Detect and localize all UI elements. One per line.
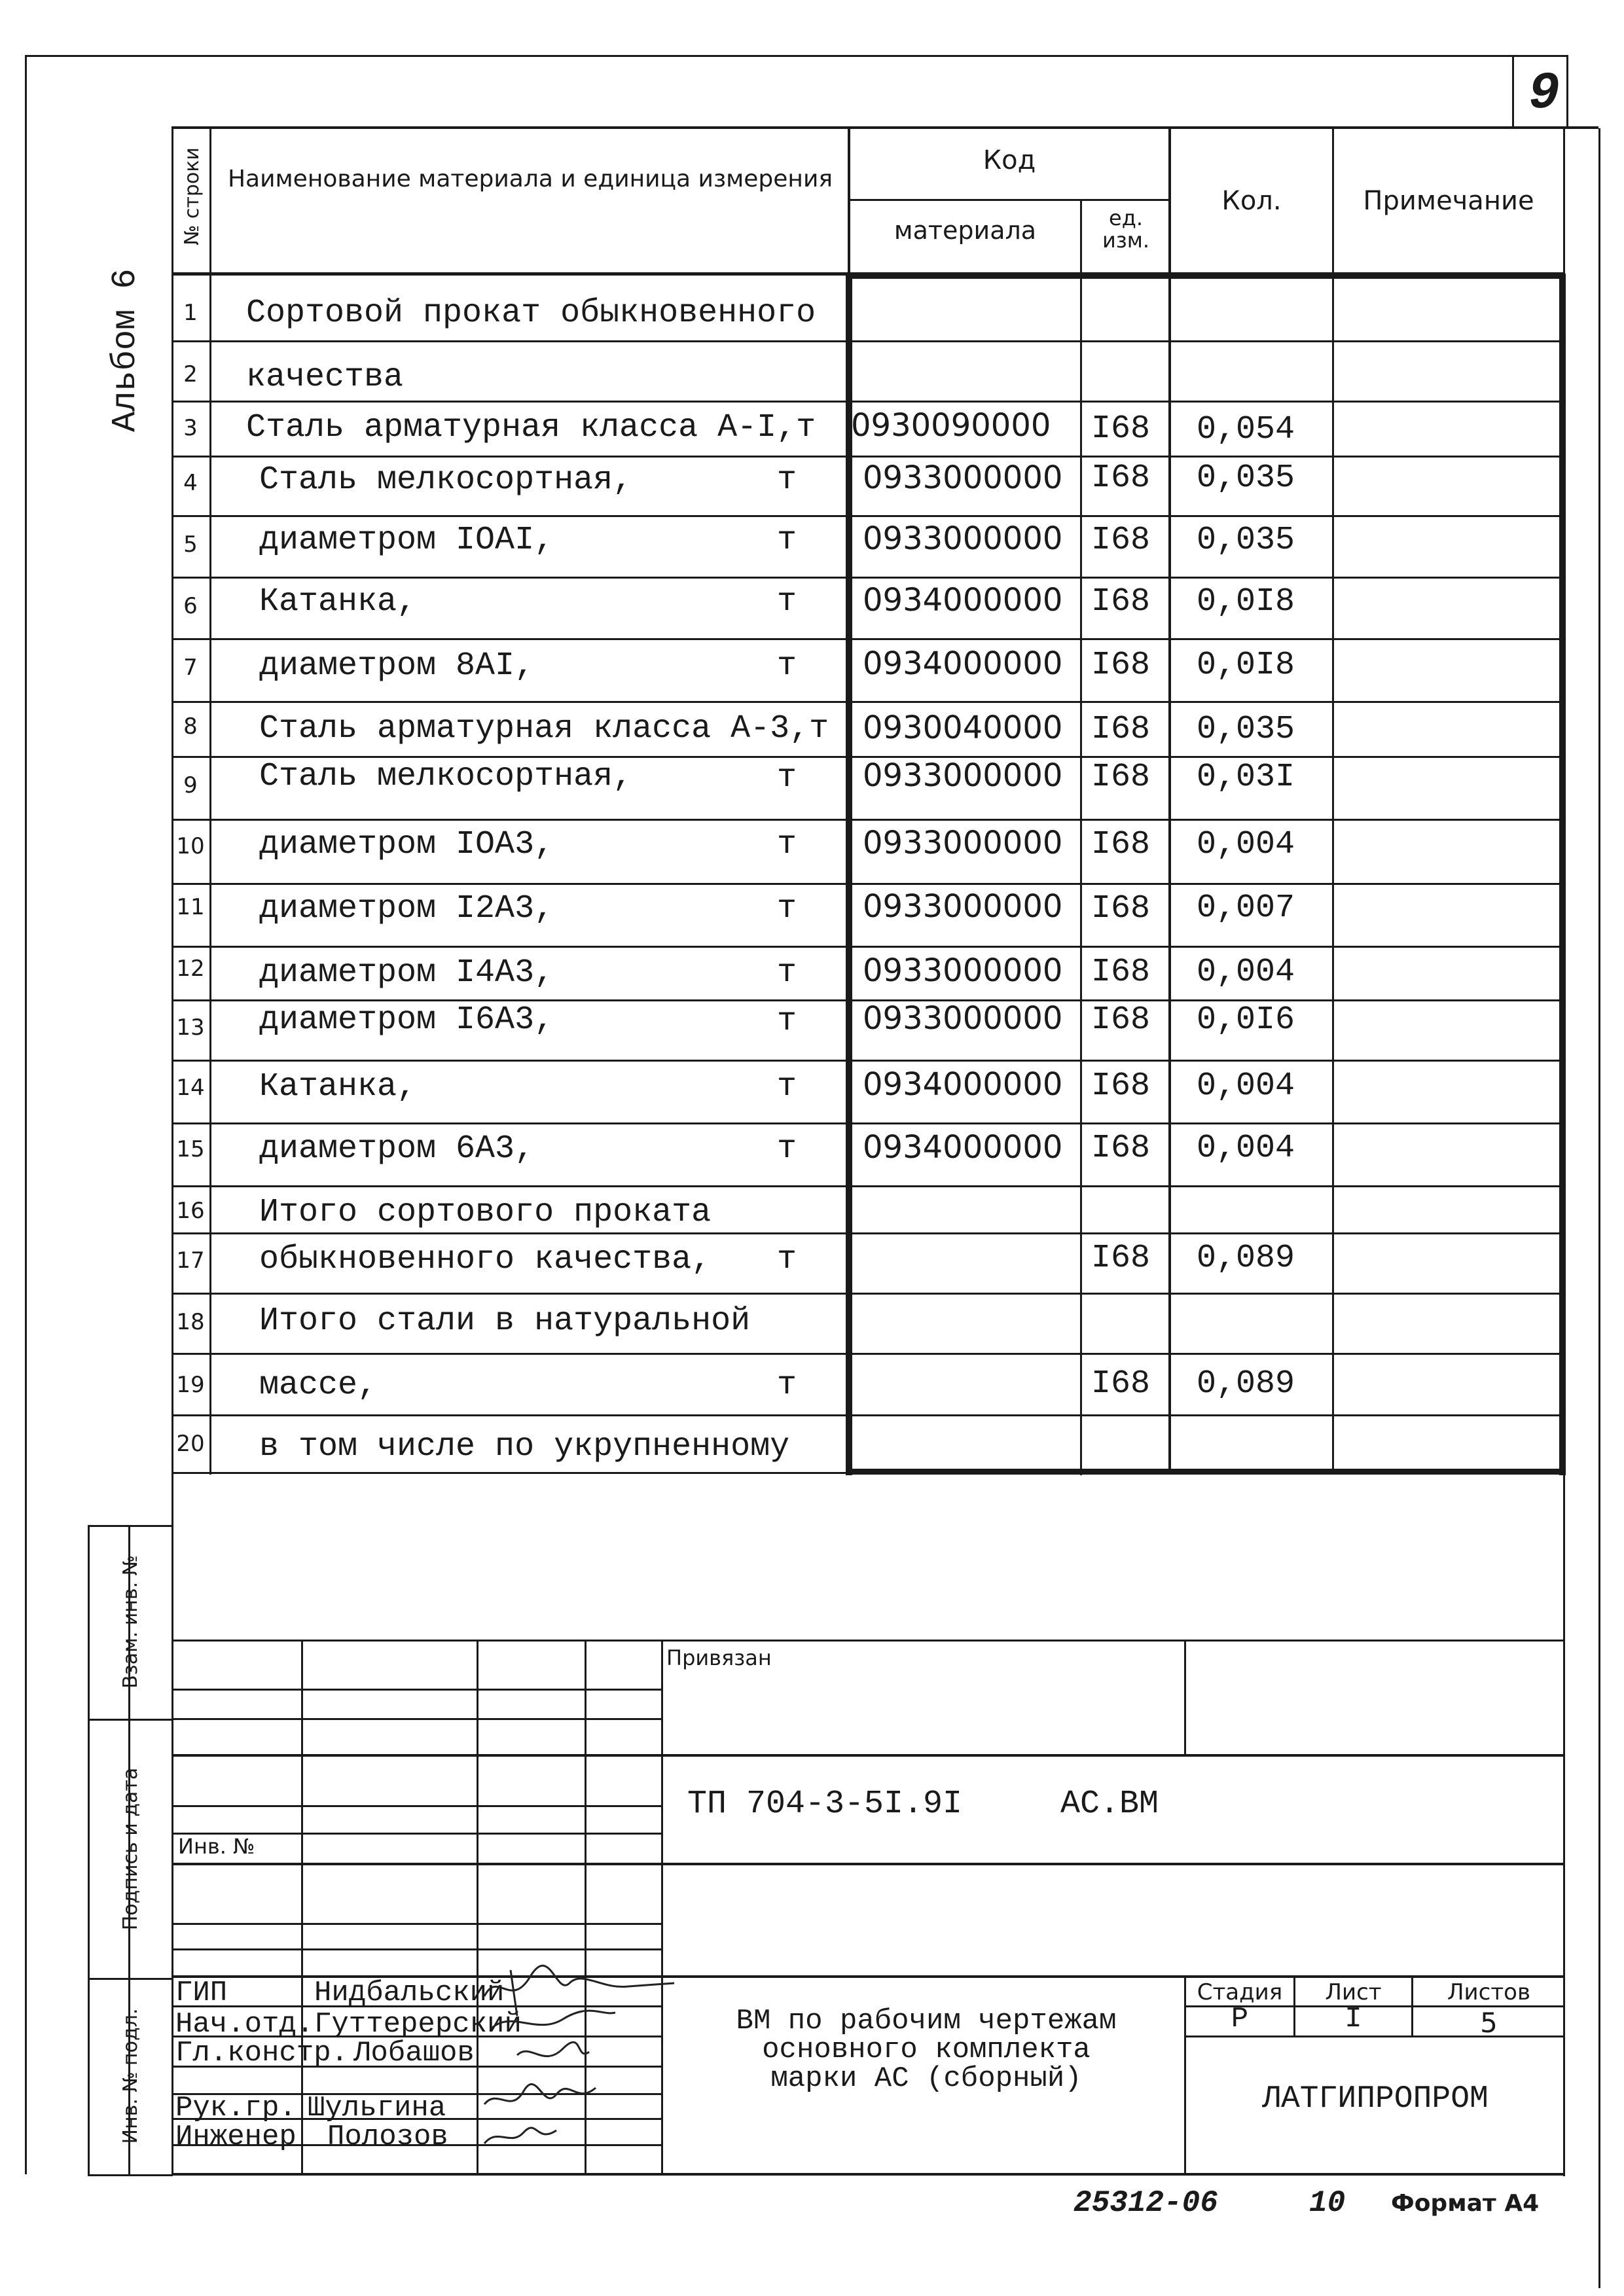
doc-code: ТП 704-3-5I.9I АС.ВМ bbox=[687, 1785, 1159, 1823]
row-unit: т bbox=[777, 1130, 797, 1168]
sheets-label: Листов bbox=[1447, 1979, 1530, 2005]
header-note: Примечание bbox=[1363, 186, 1534, 216]
signer-role: Нач.отд. bbox=[175, 2008, 314, 2041]
row-number: 9 bbox=[183, 772, 198, 798]
signer-role: Рук.гр. bbox=[175, 2092, 297, 2125]
row-name: Сталь арматурная класса А-I,т bbox=[246, 409, 816, 446]
row-unit: т bbox=[777, 522, 797, 559]
row-number: 13 bbox=[176, 1014, 205, 1041]
row-name: диаметром I6A3, bbox=[259, 1001, 554, 1039]
signer-name: Нидбальский bbox=[314, 1977, 505, 2009]
row-ed: I68 bbox=[1091, 890, 1150, 927]
row-number: 12 bbox=[176, 956, 205, 982]
signature-scribbles bbox=[471, 1957, 681, 2173]
archive-sheet: 10 bbox=[1309, 2186, 1346, 2220]
signer-role: Инженер bbox=[175, 2121, 297, 2153]
row-unit: т bbox=[777, 1241, 797, 1278]
row-number: 10 bbox=[176, 833, 205, 859]
page-number: 9 bbox=[1528, 64, 1561, 124]
row-ed: I68 bbox=[1091, 954, 1150, 991]
row-qty: 0,004 bbox=[1197, 826, 1295, 863]
row-number: 1 bbox=[183, 300, 198, 326]
row-qty: 0,004 bbox=[1197, 954, 1295, 991]
header-code-unit: ед. изм. bbox=[1102, 206, 1150, 253]
row-number: 6 bbox=[183, 593, 198, 619]
row-number: 20 bbox=[176, 1431, 205, 1457]
row-number: 3 bbox=[183, 415, 198, 441]
row-unit: т bbox=[777, 461, 797, 499]
organization: ЛАТГИПРОПРОМ bbox=[1262, 2081, 1489, 2117]
header-name bbox=[216, 165, 844, 194]
row-qty: 0,007 bbox=[1197, 889, 1295, 927]
header-row-number: № строки bbox=[181, 147, 204, 245]
row-number: 17 bbox=[176, 1247, 205, 1274]
row-ed: I68 bbox=[1091, 1001, 1150, 1039]
stamp-inv-podl: Инв. № подл. bbox=[119, 2008, 142, 2144]
row-ed: I68 bbox=[1091, 647, 1150, 684]
signer-name: Гуттерерский bbox=[314, 2008, 522, 2041]
row-qty: 0,035 bbox=[1197, 711, 1295, 748]
row-name: Сталь арматурная класса А-3,т bbox=[259, 710, 829, 747]
row-name: диаметром IOAI, bbox=[259, 522, 554, 559]
signer-name: Лобашов bbox=[353, 2037, 475, 2070]
inv-no-label: Инв. № bbox=[178, 1834, 255, 1859]
header-quantity: Кол. bbox=[1221, 186, 1282, 216]
row-code: 0933000000 bbox=[863, 888, 1063, 925]
row-name: качества bbox=[246, 359, 404, 396]
description-line: ВМ по рабочим чертежам bbox=[736, 2005, 1117, 2037]
row-code: 0934000000 bbox=[863, 645, 1063, 682]
stage-label: Стадия bbox=[1197, 1979, 1283, 2005]
row-name: Сталь мелкосортная, bbox=[259, 461, 633, 499]
row-name: Катанка, bbox=[259, 583, 417, 620]
signer-role: ГИП bbox=[175, 1977, 228, 2009]
sheets-value: 5 bbox=[1480, 2007, 1498, 2039]
row-unit: т bbox=[777, 647, 797, 685]
row-ed: I68 bbox=[1091, 1240, 1150, 1277]
row-name: Итого стали в натуральной bbox=[259, 1302, 751, 1340]
row-name: диаметром 6A3, bbox=[259, 1130, 535, 1168]
album-label: Альбом 6 bbox=[106, 268, 145, 432]
header-name-text: Наименование материала и единица измерения bbox=[227, 166, 833, 192]
row-number: 14 bbox=[176, 1075, 205, 1101]
row-qty: 0,0I6 bbox=[1197, 1001, 1295, 1039]
row-code: 0933000000 bbox=[863, 757, 1063, 794]
row-ed: I68 bbox=[1091, 1365, 1150, 1403]
row-qty: 0,0I8 bbox=[1197, 647, 1295, 684]
row-qty: 0,089 bbox=[1197, 1240, 1295, 1277]
row-ed: I68 bbox=[1091, 459, 1150, 497]
privyazan-label: Привязан bbox=[666, 1645, 772, 1670]
row-number: 18 bbox=[176, 1309, 205, 1335]
row-code: 0933000000 bbox=[863, 952, 1063, 989]
row-number: 16 bbox=[176, 1198, 205, 1224]
sheet-value: I bbox=[1344, 2003, 1362, 2036]
row-unit: т bbox=[777, 583, 797, 620]
archive-number: 25312-06 bbox=[1074, 2186, 1218, 2220]
row-name: диаметром IOA3, bbox=[259, 826, 554, 863]
row-code: 0933000000 bbox=[863, 1000, 1063, 1037]
stamp-podpis-data: Подпись и дата bbox=[119, 1767, 142, 1931]
row-unit: т bbox=[777, 954, 797, 992]
row-code: 0933000000 bbox=[863, 520, 1063, 557]
row-qty: 0,004 bbox=[1197, 1130, 1295, 1167]
signer-name: Полозов bbox=[327, 2121, 448, 2153]
row-qty: 0,089 bbox=[1197, 1365, 1295, 1403]
row-unit: т bbox=[777, 1003, 797, 1040]
row-number: 8 bbox=[183, 713, 198, 740]
row-unit: т bbox=[777, 759, 797, 797]
row-unit: т bbox=[777, 1367, 797, 1404]
row-ed: I68 bbox=[1091, 1130, 1150, 1167]
row-name: диаметром I2A3, bbox=[259, 890, 554, 927]
row-code: 0934000000 bbox=[863, 1129, 1063, 1166]
description-line: марки АС (сборный) bbox=[770, 2062, 1082, 2095]
row-ed: I68 bbox=[1091, 711, 1150, 748]
signer-name: Шульгина bbox=[308, 2092, 446, 2125]
row-ed: I68 bbox=[1091, 1067, 1150, 1105]
description-line: основного комплекта bbox=[762, 2034, 1091, 2066]
row-qty: 0,03I bbox=[1197, 759, 1295, 796]
row-ed: I68 bbox=[1091, 522, 1150, 559]
row-code: 0930040000 bbox=[863, 709, 1063, 746]
row-ed: I68 bbox=[1091, 759, 1150, 796]
row-qty: 0,054 bbox=[1197, 411, 1295, 448]
row-number: 7 bbox=[183, 655, 198, 681]
row-name: диаметром 8AI, bbox=[259, 647, 535, 685]
row-unit: т bbox=[777, 890, 797, 927]
row-qty: 0,004 bbox=[1197, 1067, 1295, 1105]
row-qty: 0,035 bbox=[1197, 459, 1295, 497]
row-name: в том числе по укрупненному bbox=[259, 1428, 790, 1465]
row-code: 0930090000 bbox=[851, 407, 1051, 444]
row-ed: I68 bbox=[1091, 826, 1150, 863]
stamp-vzam-inv: Взам. инв. № bbox=[119, 1555, 142, 1689]
row-ed: I68 bbox=[1091, 410, 1150, 448]
row-name: обыкновенного качества, bbox=[259, 1241, 712, 1278]
header-code-material: материала bbox=[893, 216, 1037, 245]
row-code: 0933000000 bbox=[863, 825, 1063, 861]
row-code: 0934000000 bbox=[863, 1066, 1063, 1103]
signer-role: Гл.констр. bbox=[175, 2037, 349, 2070]
row-name: Итого сортового проката bbox=[259, 1194, 712, 1231]
row-code: 0933000000 bbox=[863, 459, 1063, 496]
row-name: Катанка, bbox=[259, 1068, 417, 1105]
row-unit: т bbox=[777, 1068, 797, 1105]
format-label: Формат А4 bbox=[1391, 2190, 1540, 2217]
row-number: 5 bbox=[183, 531, 198, 558]
row-number: 15 bbox=[176, 1136, 205, 1162]
sheet-label: Лист bbox=[1325, 1979, 1382, 2005]
row-name: диаметром I4A3, bbox=[259, 954, 554, 992]
stage-value: Р bbox=[1231, 2003, 1249, 2036]
description bbox=[674, 2007, 1178, 2093]
row-name: Сталь мелкосортная, bbox=[259, 758, 633, 795]
row-number: 2 bbox=[183, 361, 198, 387]
row-qty: 0,0I8 bbox=[1197, 583, 1295, 620]
row-qty: 0,035 bbox=[1197, 522, 1295, 559]
row-ed: I68 bbox=[1091, 583, 1150, 620]
header-code: Код bbox=[983, 145, 1036, 175]
row-number: 19 bbox=[176, 1372, 205, 1398]
row-name: Сортовой прокат обыкновенного bbox=[246, 295, 816, 332]
row-unit: т bbox=[777, 826, 797, 863]
row-name: массе, bbox=[259, 1367, 378, 1404]
row-code: 0934000000 bbox=[863, 582, 1063, 619]
row-number: 11 bbox=[176, 894, 205, 920]
row-number: 4 bbox=[183, 470, 198, 496]
